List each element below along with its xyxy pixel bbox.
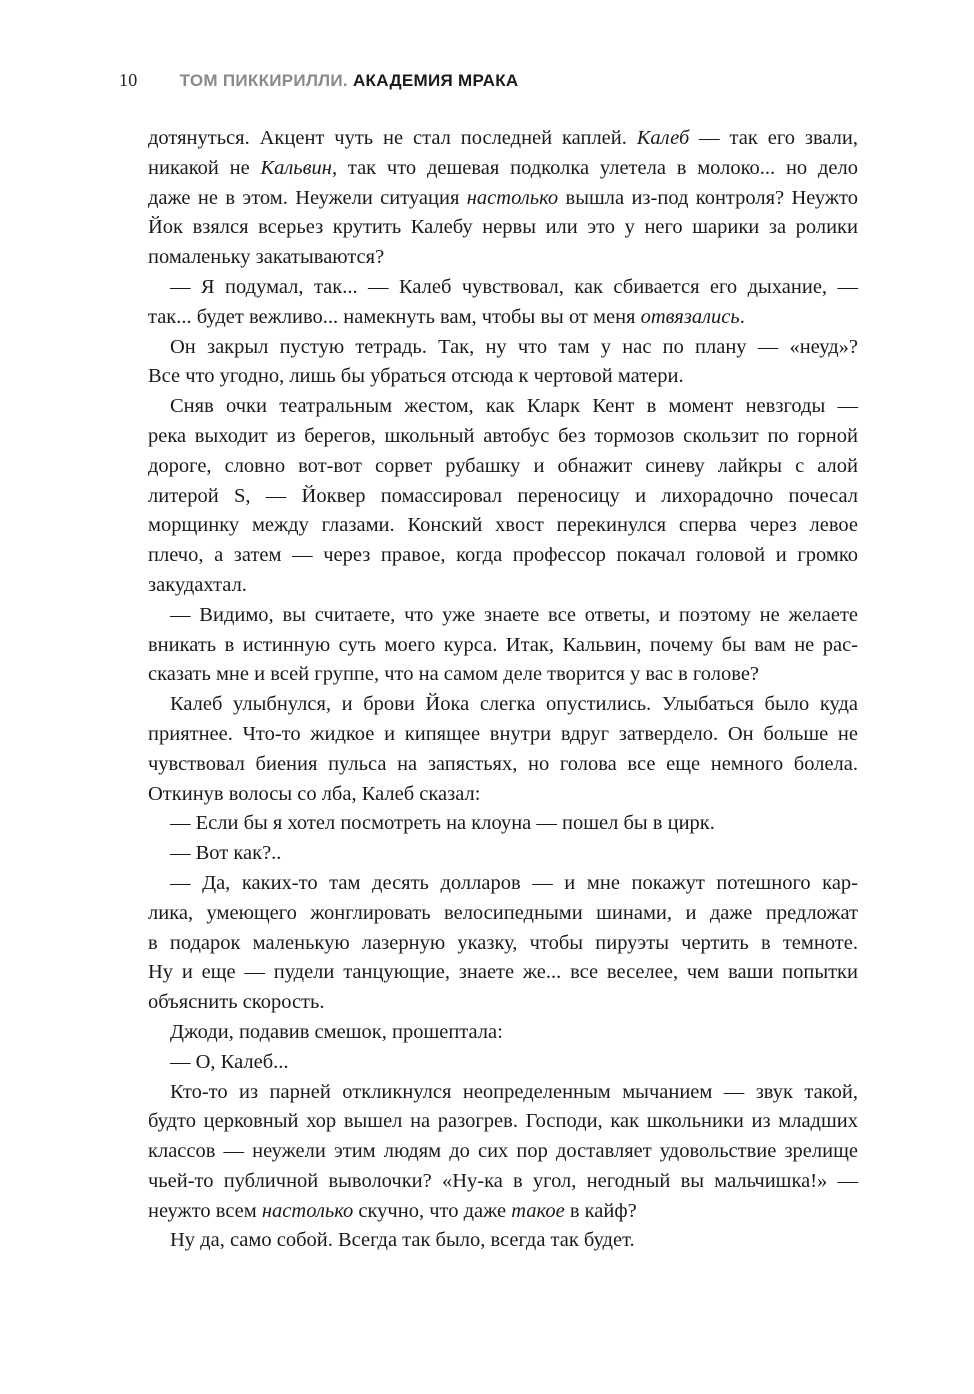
text-segment: объяснить скорость. <box>148 991 325 1014</box>
text-segment: — О, Калеб... <box>170 1050 289 1073</box>
italic-text: такое <box>511 1199 565 1222</box>
text-segment: будто церковный хор вышел на разогрев. Господи, как школьники из младших <box>148 1110 858 1133</box>
text-segment: . <box>739 305 745 328</box>
text-segment: Все что угодно, лишь бы убраться отсюда к чертовой матери. <box>148 365 684 388</box>
text-line <box>148 124 858 154</box>
text-line <box>148 541 858 571</box>
text-segment: закудахтал. <box>148 573 247 596</box>
text-line <box>148 333 858 363</box>
text-line <box>148 750 858 780</box>
text-line <box>148 1048 858 1078</box>
text-line <box>148 929 858 959</box>
text-segment: Кто-то из парней откликнулся неопределенным мычанием — звук такой, <box>170 1080 858 1103</box>
text-segment: вышла из-под контроля? Неужто <box>558 186 858 209</box>
text-line <box>148 1078 858 1108</box>
text-line <box>148 1226 858 1256</box>
italic-text: Кальвин <box>260 156 332 179</box>
text-line <box>148 362 858 392</box>
text-segment: Джоди, подавив смешок, прошептала: <box>170 1020 503 1043</box>
text-segment: — Да, каких-то там десять долларов — и мне покажут потешного кар- <box>170 871 858 894</box>
text-segment: помаленьку закатываются? <box>148 246 385 269</box>
text-line <box>148 303 858 333</box>
text-line <box>148 154 858 184</box>
running-header <box>119 70 518 91</box>
text-line <box>148 243 858 273</box>
text-line <box>148 839 858 869</box>
text-segment: морщинку между глазами. Конский хвост перекинулся сперва через левое <box>148 514 858 537</box>
italic-text: настолько <box>261 1199 354 1222</box>
text-segment: скучно, что даже <box>353 1199 512 1222</box>
header-book-title: АКАДЕМИЯ МРАКА <box>352 71 519 90</box>
text-segment: даже не в этом. Неужели ситуация <box>148 186 467 209</box>
text-segment: неужто всем <box>148 1199 262 1222</box>
page-body-text <box>148 124 858 1256</box>
text-line <box>148 1167 858 1197</box>
text-line <box>148 780 858 810</box>
text-line <box>148 422 858 452</box>
page-number: 10 <box>119 70 138 90</box>
text-segment: Откинув волосы со лба, Калеб сказал: <box>148 782 481 805</box>
text-line <box>148 809 858 839</box>
text-segment: чьей-то публичной выволочки? «Ну-ка в угол, негодный вы мальчишка!» — <box>148 1169 858 1192</box>
text-segment: Сняв очки театральным жестом, как Кларк Кент в момент невзгоды — <box>170 395 858 418</box>
text-line <box>148 1107 858 1137</box>
text-segment: — Видимо, вы считаете, что уже знаете все ответы, и поэтому не желаете <box>170 603 858 626</box>
text-line <box>148 273 858 303</box>
text-segment: — Если бы я хотел посмотреть на клоуна — пошел бы в цирк. <box>170 812 715 835</box>
text-segment: — так его звали, <box>689 127 858 149</box>
text-line <box>148 720 858 750</box>
text-segment: приятнее. Что-то жидкое и кипящее внутри вдруг затвердело. Он больше не <box>148 722 858 745</box>
text-segment: чувствовал биения пульса на запястьях, но голова все еще немного болела. <box>148 752 858 775</box>
italic-text: отвязались <box>640 305 740 328</box>
text-segment: — Вот как?.. <box>170 842 282 865</box>
text-segment: так... будет вежливо... намекнуть вам, чтобы вы от меня <box>148 305 641 328</box>
text-segment: классов — неужели этим людям до сих пор доставляет удовольствие зрелище <box>148 1140 858 1163</box>
text-segment: лика, умеющего жонглировать велосипедными шинами, и даже предложат <box>148 901 858 924</box>
text-segment: — Я подумал, так... — Калеб чувствовал, как сбивается его дыхание, — <box>170 275 858 298</box>
text-line <box>148 452 858 482</box>
text-line <box>148 482 858 512</box>
text-line <box>148 601 858 631</box>
italic-text: настолько <box>466 186 559 209</box>
text-segment: дороге, словно вот-вот сорвет рубашку и обнажит синеву лайкры с алой <box>148 454 858 477</box>
text-segment: в кайф? <box>564 1199 637 1222</box>
italic-text: Калеб <box>636 127 690 149</box>
text-line <box>148 213 858 243</box>
text-line <box>148 988 858 1018</box>
text-segment: Калеб улыбнулся, и брови Йока слегка опустились. Улыбаться было куда <box>170 693 858 716</box>
text-line <box>148 511 858 541</box>
text-line <box>148 660 858 690</box>
text-line <box>148 184 858 214</box>
text-line <box>148 571 858 601</box>
text-segment: Ну и еще — пудели танцующие, знаете же... все веселее, чем ваши попытки <box>148 961 858 984</box>
text-segment: вникать в истинную суть моего курса. Итак, Кальвин, почему бы вам не рас- <box>148 633 858 656</box>
text-line <box>148 392 858 422</box>
text-line <box>148 1197 858 1227</box>
text-line <box>148 958 858 988</box>
header-author: ТОМ ПИККИРИЛЛИ. <box>179 71 348 90</box>
text-segment: , так что дешевая подколка улетела в молоко... но дело <box>331 156 858 179</box>
text-segment: в подарок маленькую лазерную указку, чтобы пируэты чертить в темноте. <box>148 931 858 954</box>
text-segment: Ну да, само собой. Всегда так было, всегда так будет. <box>170 1229 635 1252</box>
text-segment: Он закрыл пустую тетрадь. Так, ну что там у нас по плану — «неуд»? <box>170 335 858 358</box>
text-segment: литерой S, — Йоквер помассировал переносицу и лихорадочно почесал <box>148 484 858 507</box>
text-line <box>148 1137 858 1167</box>
text-line <box>148 899 858 929</box>
text-line <box>148 631 858 661</box>
text-segment: никакой не <box>148 156 261 179</box>
text-segment: сказать мне и всей группе, что на самом деле творится у вас в голове? <box>148 663 760 686</box>
text-line <box>148 869 858 899</box>
text-segment: плечо, а затем — через правое, когда профессор покачал головой и громко <box>148 544 858 567</box>
text-line <box>148 1018 858 1048</box>
text-segment: река выходит из берегов, школьный автобус без тормозов скользит по горной <box>148 424 858 447</box>
text-segment: Йок взялся всерьез крутить Калебу нервы или это у него шарики за ролики <box>148 216 858 239</box>
text-line <box>148 690 858 720</box>
text-segment: дотянуться. Акцент чуть не стал последней каплей. <box>148 127 637 149</box>
